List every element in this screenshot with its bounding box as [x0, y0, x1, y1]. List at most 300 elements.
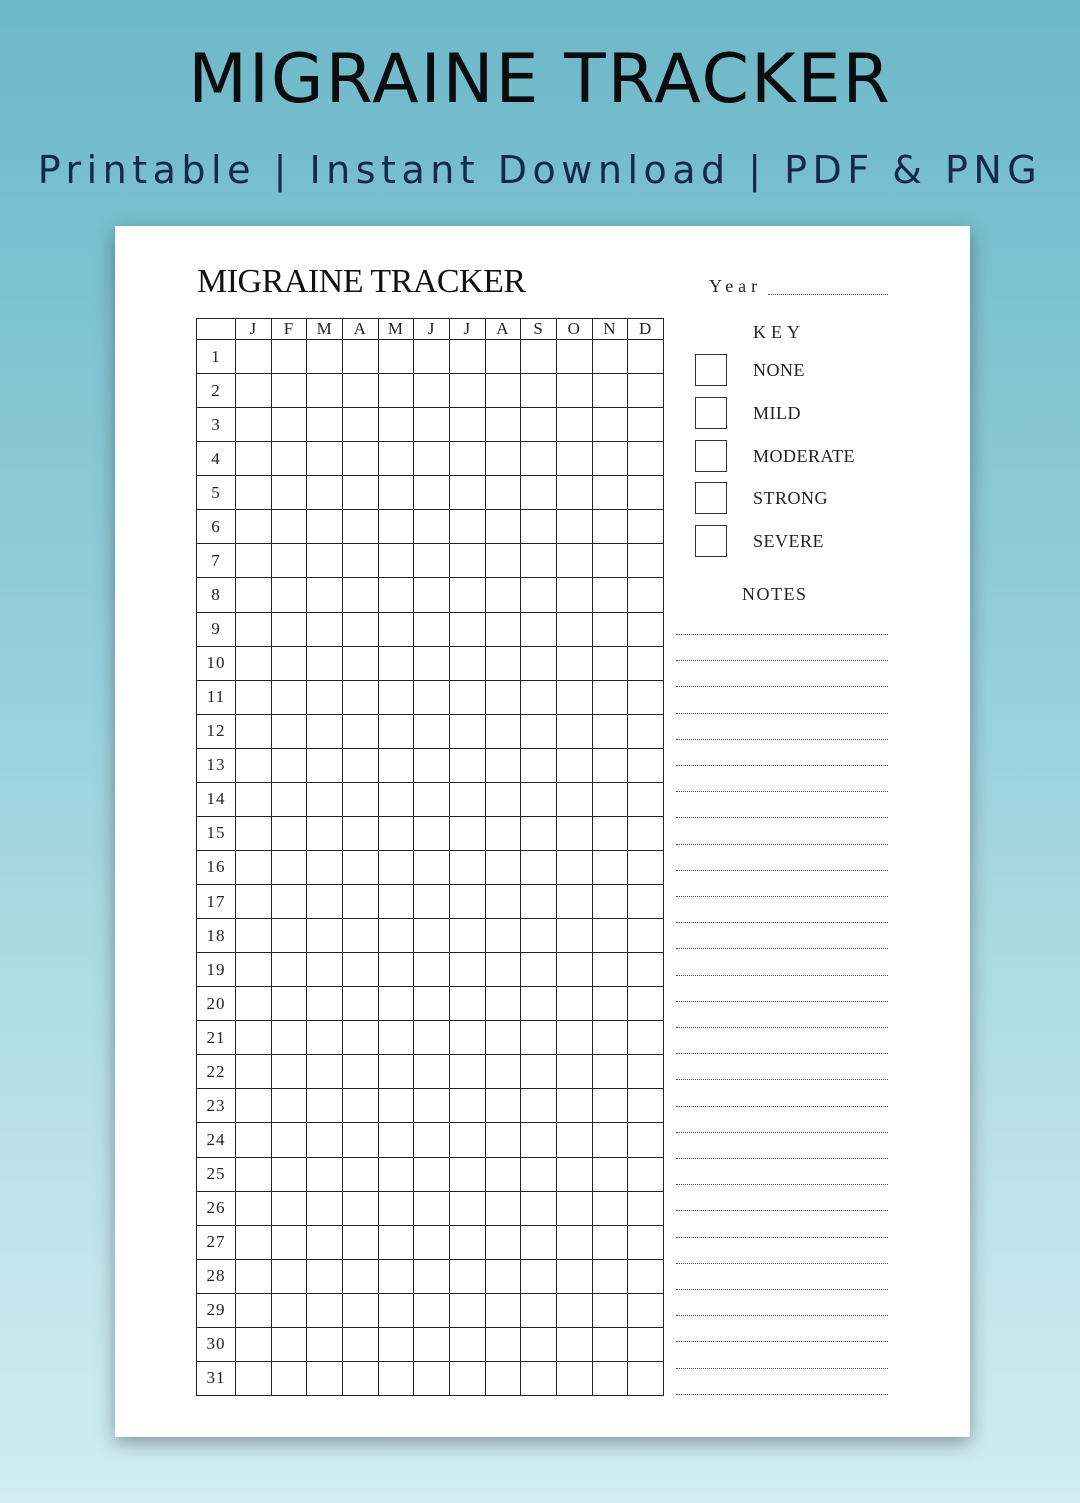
- tracker-cell[interactable]: [307, 885, 343, 919]
- tracker-cell[interactable]: [628, 1089, 664, 1123]
- tracker-cell[interactable]: [628, 646, 664, 680]
- tracker-cell[interactable]: [521, 919, 557, 953]
- tracker-cell[interactable]: [236, 987, 272, 1021]
- tracker-cell[interactable]: [592, 1055, 628, 1089]
- tracker-cell[interactable]: [307, 578, 343, 612]
- tracker-cell[interactable]: [521, 680, 557, 714]
- tracker-cell[interactable]: [236, 612, 272, 646]
- tracker-cell[interactable]: [342, 885, 378, 919]
- notes-line[interactable]: [676, 686, 888, 687]
- tracker-cell[interactable]: [628, 1157, 664, 1191]
- notes-line[interactable]: [676, 870, 888, 871]
- tracker-cell[interactable]: [521, 1157, 557, 1191]
- tracker-cell[interactable]: [556, 1089, 592, 1123]
- tracker-cell[interactable]: [307, 850, 343, 884]
- notes-line[interactable]: [676, 1106, 888, 1107]
- tracker-cell[interactable]: [521, 510, 557, 544]
- tracker-cell[interactable]: [271, 1293, 307, 1327]
- tracker-cell[interactable]: [556, 340, 592, 374]
- tracker-cell[interactable]: [236, 714, 272, 748]
- tracker-cell[interactable]: [485, 1157, 521, 1191]
- tracker-cell[interactable]: [342, 953, 378, 987]
- tracker-cell[interactable]: [236, 374, 272, 408]
- tracker-cell[interactable]: [592, 680, 628, 714]
- tracker-cell[interactable]: [628, 612, 664, 646]
- tracker-cell[interactable]: [414, 1123, 450, 1157]
- tracker-cell[interactable]: [449, 1225, 485, 1259]
- tracker-cell[interactable]: [449, 646, 485, 680]
- tracker-cell[interactable]: [236, 340, 272, 374]
- tracker-cell[interactable]: [449, 578, 485, 612]
- tracker-cell[interactable]: [271, 987, 307, 1021]
- tracker-cell[interactable]: [556, 1259, 592, 1293]
- tracker-cell[interactable]: [556, 1327, 592, 1361]
- tracker-cell[interactable]: [342, 1191, 378, 1225]
- tracker-cell[interactable]: [628, 919, 664, 953]
- tracker-cell[interactable]: [556, 510, 592, 544]
- tracker-cell[interactable]: [449, 340, 485, 374]
- tracker-cell[interactable]: [414, 1259, 450, 1293]
- tracker-cell[interactable]: [271, 1055, 307, 1089]
- tracker-cell[interactable]: [485, 1055, 521, 1089]
- tracker-cell[interactable]: [342, 782, 378, 816]
- tracker-cell[interactable]: [236, 1259, 272, 1293]
- tracker-cell[interactable]: [592, 816, 628, 850]
- tracker-cell[interactable]: [378, 476, 414, 510]
- year-input-line[interactable]: [768, 294, 888, 295]
- tracker-cell[interactable]: [236, 442, 272, 476]
- tracker-cell[interactable]: [236, 510, 272, 544]
- tracker-cell[interactable]: [485, 987, 521, 1021]
- tracker-cell[interactable]: [485, 340, 521, 374]
- tracker-cell[interactable]: [628, 1055, 664, 1089]
- tracker-cell[interactable]: [485, 408, 521, 442]
- tracker-cell[interactable]: [592, 612, 628, 646]
- tracker-cell[interactable]: [485, 953, 521, 987]
- tracker-cell[interactable]: [414, 612, 450, 646]
- tracker-cell[interactable]: [449, 782, 485, 816]
- tracker-cell[interactable]: [414, 476, 450, 510]
- tracker-cell[interactable]: [271, 510, 307, 544]
- tracker-cell[interactable]: [307, 1157, 343, 1191]
- tracker-cell[interactable]: [342, 1055, 378, 1089]
- tracker-cell[interactable]: [307, 374, 343, 408]
- tracker-cell[interactable]: [378, 782, 414, 816]
- tracker-cell[interactable]: [521, 1123, 557, 1157]
- notes-line[interactable]: [676, 1263, 888, 1264]
- tracker-cell[interactable]: [628, 1293, 664, 1327]
- tracker-cell[interactable]: [307, 544, 343, 578]
- tracker-cell[interactable]: [628, 816, 664, 850]
- tracker-cell[interactable]: [485, 1021, 521, 1055]
- tracker-cell[interactable]: [236, 748, 272, 782]
- tracker-cell[interactable]: [236, 953, 272, 987]
- tracker-cell[interactable]: [342, 1327, 378, 1361]
- key-checkbox[interactable]: [695, 354, 727, 386]
- tracker-cell[interactable]: [378, 919, 414, 953]
- tracker-cell[interactable]: [342, 340, 378, 374]
- tracker-cell[interactable]: [449, 987, 485, 1021]
- tracker-cell[interactable]: [271, 442, 307, 476]
- tracker-cell[interactable]: [485, 612, 521, 646]
- tracker-cell[interactable]: [556, 748, 592, 782]
- tracker-cell[interactable]: [378, 374, 414, 408]
- tracker-cell[interactable]: [271, 408, 307, 442]
- notes-line[interactable]: [676, 922, 888, 923]
- tracker-cell[interactable]: [378, 680, 414, 714]
- tracker-cell[interactable]: [485, 1089, 521, 1123]
- tracker-cell[interactable]: [414, 816, 450, 850]
- tracker-cell[interactable]: [378, 646, 414, 680]
- tracker-cell[interactable]: [592, 1123, 628, 1157]
- tracker-cell[interactable]: [556, 680, 592, 714]
- tracker-cell[interactable]: [414, 510, 450, 544]
- tracker-cell[interactable]: [271, 850, 307, 884]
- notes-line[interactable]: [676, 791, 888, 792]
- notes-line[interactable]: [676, 1368, 888, 1369]
- tracker-cell[interactable]: [271, 544, 307, 578]
- tracker-cell[interactable]: [271, 680, 307, 714]
- tracker-cell[interactable]: [307, 340, 343, 374]
- tracker-cell[interactable]: [271, 1327, 307, 1361]
- tracker-cell[interactable]: [271, 714, 307, 748]
- tracker-cell[interactable]: [307, 714, 343, 748]
- tracker-cell[interactable]: [556, 850, 592, 884]
- tracker-cell[interactable]: [556, 782, 592, 816]
- tracker-cell[interactable]: [485, 578, 521, 612]
- tracker-cell[interactable]: [307, 646, 343, 680]
- tracker-cell[interactable]: [307, 1123, 343, 1157]
- tracker-cell[interactable]: [592, 1327, 628, 1361]
- tracker-cell[interactable]: [628, 1123, 664, 1157]
- tracker-cell[interactable]: [236, 578, 272, 612]
- tracker-cell[interactable]: [236, 680, 272, 714]
- tracker-cell[interactable]: [556, 1157, 592, 1191]
- tracker-cell[interactable]: [521, 1055, 557, 1089]
- tracker-cell[interactable]: [449, 1055, 485, 1089]
- tracker-cell[interactable]: [592, 646, 628, 680]
- tracker-cell[interactable]: [592, 510, 628, 544]
- tracker-cell[interactable]: [414, 1021, 450, 1055]
- tracker-cell[interactable]: [271, 1089, 307, 1123]
- tracker-cell[interactable]: [378, 1123, 414, 1157]
- tracker-cell[interactable]: [307, 442, 343, 476]
- tracker-cell[interactable]: [592, 748, 628, 782]
- tracker-cell[interactable]: [236, 408, 272, 442]
- tracker-cell[interactable]: [307, 1361, 343, 1395]
- tracker-cell[interactable]: [378, 714, 414, 748]
- tracker-cell[interactable]: [592, 1225, 628, 1259]
- tracker-cell[interactable]: [592, 442, 628, 476]
- tracker-cell[interactable]: [271, 748, 307, 782]
- tracker-cell[interactable]: [271, 1021, 307, 1055]
- tracker-cell[interactable]: [307, 987, 343, 1021]
- tracker-cell[interactable]: [521, 748, 557, 782]
- tracker-cell[interactable]: [307, 953, 343, 987]
- tracker-cell[interactable]: [628, 748, 664, 782]
- tracker-cell[interactable]: [628, 782, 664, 816]
- tracker-cell[interactable]: [307, 408, 343, 442]
- tracker-cell[interactable]: [271, 1259, 307, 1293]
- tracker-cell[interactable]: [271, 578, 307, 612]
- tracker-cell[interactable]: [628, 510, 664, 544]
- tracker-cell[interactable]: [556, 1123, 592, 1157]
- tracker-cell[interactable]: [556, 1021, 592, 1055]
- tracker-cell[interactable]: [236, 850, 272, 884]
- tracker-cell[interactable]: [449, 850, 485, 884]
- tracker-cell[interactable]: [271, 374, 307, 408]
- tracker-cell[interactable]: [485, 510, 521, 544]
- tracker-cell[interactable]: [414, 1191, 450, 1225]
- tracker-cell[interactable]: [449, 1327, 485, 1361]
- tracker-cell[interactable]: [628, 1225, 664, 1259]
- tracker-cell[interactable]: [592, 1157, 628, 1191]
- tracker-cell[interactable]: [414, 987, 450, 1021]
- notes-line[interactable]: [676, 1315, 888, 1316]
- notes-line[interactable]: [676, 1158, 888, 1159]
- tracker-cell[interactable]: [378, 987, 414, 1021]
- tracker-cell[interactable]: [342, 1089, 378, 1123]
- tracker-cell[interactable]: [271, 340, 307, 374]
- tracker-cell[interactable]: [485, 714, 521, 748]
- tracker-cell[interactable]: [307, 1089, 343, 1123]
- tracker-cell[interactable]: [592, 1259, 628, 1293]
- tracker-cell[interactable]: [449, 953, 485, 987]
- notes-line[interactable]: [676, 660, 888, 661]
- tracker-cell[interactable]: [378, 1259, 414, 1293]
- tracker-cell[interactable]: [628, 408, 664, 442]
- tracker-cell[interactable]: [414, 782, 450, 816]
- tracker-cell[interactable]: [414, 850, 450, 884]
- tracker-cell[interactable]: [271, 885, 307, 919]
- tracker-cell[interactable]: [236, 1191, 272, 1225]
- tracker-cell[interactable]: [521, 578, 557, 612]
- tracker-cell[interactable]: [236, 1089, 272, 1123]
- tracker-cell[interactable]: [592, 953, 628, 987]
- tracker-cell[interactable]: [378, 953, 414, 987]
- tracker-cell[interactable]: [521, 782, 557, 816]
- tracker-cell[interactable]: [592, 850, 628, 884]
- tracker-cell[interactable]: [271, 919, 307, 953]
- tracker-cell[interactable]: [592, 919, 628, 953]
- tracker-cell[interactable]: [414, 680, 450, 714]
- tracker-cell[interactable]: [342, 374, 378, 408]
- tracker-cell[interactable]: [342, 408, 378, 442]
- tracker-cell[interactable]: [236, 1157, 272, 1191]
- tracker-cell[interactable]: [556, 816, 592, 850]
- tracker-cell[interactable]: [271, 1225, 307, 1259]
- tracker-cell[interactable]: [414, 919, 450, 953]
- tracker-cell[interactable]: [521, 714, 557, 748]
- tracker-cell[interactable]: [592, 340, 628, 374]
- tracker-cell[interactable]: [378, 1055, 414, 1089]
- tracker-cell[interactable]: [449, 885, 485, 919]
- tracker-cell[interactable]: [342, 1225, 378, 1259]
- tracker-cell[interactable]: [414, 646, 450, 680]
- tracker-cell[interactable]: [449, 1157, 485, 1191]
- tracker-cell[interactable]: [449, 816, 485, 850]
- tracker-cell[interactable]: [307, 1259, 343, 1293]
- tracker-cell[interactable]: [449, 374, 485, 408]
- tracker-cell[interactable]: [449, 1089, 485, 1123]
- tracker-cell[interactable]: [556, 1225, 592, 1259]
- tracker-cell[interactable]: [628, 340, 664, 374]
- tracker-cell[interactable]: [592, 1361, 628, 1395]
- tracker-cell[interactable]: [485, 850, 521, 884]
- tracker-cell[interactable]: [414, 1327, 450, 1361]
- tracker-cell[interactable]: [592, 1089, 628, 1123]
- tracker-cell[interactable]: [307, 1021, 343, 1055]
- notes-line[interactable]: [676, 713, 888, 714]
- tracker-cell[interactable]: [449, 442, 485, 476]
- tracker-cell[interactable]: [521, 442, 557, 476]
- tracker-cell[interactable]: [521, 1021, 557, 1055]
- tracker-cell[interactable]: [556, 919, 592, 953]
- tracker-cell[interactable]: [521, 816, 557, 850]
- tracker-cell[interactable]: [307, 1191, 343, 1225]
- tracker-cell[interactable]: [449, 476, 485, 510]
- tracker-cell[interactable]: [342, 1021, 378, 1055]
- tracker-cell[interactable]: [342, 748, 378, 782]
- tracker-cell[interactable]: [485, 476, 521, 510]
- tracker-cell[interactable]: [307, 612, 343, 646]
- tracker-cell[interactable]: [628, 442, 664, 476]
- tracker-cell[interactable]: [342, 919, 378, 953]
- tracker-cell[interactable]: [236, 544, 272, 578]
- notes-line[interactable]: [676, 1237, 888, 1238]
- tracker-cell[interactable]: [342, 816, 378, 850]
- tracker-cell[interactable]: [521, 953, 557, 987]
- tracker-cell[interactable]: [628, 850, 664, 884]
- tracker-cell[interactable]: [485, 1123, 521, 1157]
- tracker-cell[interactable]: [521, 1293, 557, 1327]
- tracker-cell[interactable]: [342, 1361, 378, 1395]
- tracker-cell[interactable]: [521, 612, 557, 646]
- tracker-cell[interactable]: [592, 987, 628, 1021]
- tracker-cell[interactable]: [521, 1225, 557, 1259]
- tracker-cell[interactable]: [378, 408, 414, 442]
- tracker-cell[interactable]: [342, 714, 378, 748]
- tracker-cell[interactable]: [378, 442, 414, 476]
- tracker-cell[interactable]: [449, 1021, 485, 1055]
- notes-line[interactable]: [676, 844, 888, 845]
- tracker-cell[interactable]: [449, 612, 485, 646]
- tracker-cell[interactable]: [271, 816, 307, 850]
- tracker-cell[interactable]: [592, 476, 628, 510]
- tracker-cell[interactable]: [378, 1157, 414, 1191]
- tracker-cell[interactable]: [628, 476, 664, 510]
- tracker-cell[interactable]: [307, 476, 343, 510]
- tracker-cell[interactable]: [378, 1191, 414, 1225]
- tracker-cell[interactable]: [521, 544, 557, 578]
- tracker-cell[interactable]: [307, 919, 343, 953]
- tracker-cell[interactable]: [378, 612, 414, 646]
- notes-line[interactable]: [676, 765, 888, 766]
- tracker-cell[interactable]: [628, 544, 664, 578]
- tracker-cell[interactable]: [236, 1361, 272, 1395]
- tracker-cell[interactable]: [414, 748, 450, 782]
- tracker-cell[interactable]: [378, 544, 414, 578]
- tracker-cell[interactable]: [378, 748, 414, 782]
- tracker-cell[interactable]: [628, 953, 664, 987]
- tracker-cell[interactable]: [378, 510, 414, 544]
- tracker-cell[interactable]: [556, 544, 592, 578]
- tracker-cell[interactable]: [592, 578, 628, 612]
- tracker-cell[interactable]: [271, 1191, 307, 1225]
- tracker-cell[interactable]: [307, 1225, 343, 1259]
- tracker-cell[interactable]: [236, 1293, 272, 1327]
- tracker-cell[interactable]: [414, 442, 450, 476]
- tracker-cell[interactable]: [236, 1055, 272, 1089]
- tracker-cell[interactable]: [414, 714, 450, 748]
- key-checkbox[interactable]: [695, 482, 727, 514]
- tracker-cell[interactable]: [521, 1327, 557, 1361]
- tracker-cell[interactable]: [271, 782, 307, 816]
- tracker-cell[interactable]: [485, 1225, 521, 1259]
- notes-line[interactable]: [676, 1079, 888, 1080]
- tracker-cell[interactable]: [236, 816, 272, 850]
- tracker-cell[interactable]: [592, 408, 628, 442]
- notes-line[interactable]: [676, 817, 888, 818]
- tracker-cell[interactable]: [628, 1361, 664, 1395]
- key-checkbox[interactable]: [695, 525, 727, 557]
- tracker-cell[interactable]: [628, 1259, 664, 1293]
- tracker-cell[interactable]: [556, 1293, 592, 1327]
- tracker-cell[interactable]: [378, 1293, 414, 1327]
- tracker-cell[interactable]: [628, 374, 664, 408]
- tracker-cell[interactable]: [307, 816, 343, 850]
- tracker-cell[interactable]: [521, 646, 557, 680]
- tracker-cell[interactable]: [556, 714, 592, 748]
- tracker-cell[interactable]: [556, 885, 592, 919]
- tracker-cell[interactable]: [485, 374, 521, 408]
- tracker-cell[interactable]: [485, 442, 521, 476]
- tracker-cell[interactable]: [307, 510, 343, 544]
- tracker-cell[interactable]: [521, 340, 557, 374]
- notes-line[interactable]: [676, 1289, 888, 1290]
- tracker-cell[interactable]: [592, 1021, 628, 1055]
- tracker-cell[interactable]: [414, 1361, 450, 1395]
- tracker-cell[interactable]: [592, 714, 628, 748]
- tracker-cell[interactable]: [271, 476, 307, 510]
- tracker-cell[interactable]: [342, 1293, 378, 1327]
- tracker-cell[interactable]: [342, 612, 378, 646]
- tracker-cell[interactable]: [449, 510, 485, 544]
- tracker-cell[interactable]: [449, 1259, 485, 1293]
- tracker-cell[interactable]: [485, 919, 521, 953]
- tracker-cell[interactable]: [236, 885, 272, 919]
- key-checkbox[interactable]: [695, 440, 727, 472]
- notes-line[interactable]: [676, 1341, 888, 1342]
- notes-line[interactable]: [676, 739, 888, 740]
- tracker-cell[interactable]: [271, 1123, 307, 1157]
- tracker-cell[interactable]: [592, 544, 628, 578]
- tracker-cell[interactable]: [378, 1225, 414, 1259]
- tracker-cell[interactable]: [342, 476, 378, 510]
- tracker-cell[interactable]: [236, 1021, 272, 1055]
- tracker-cell[interactable]: [342, 987, 378, 1021]
- tracker-cell[interactable]: [236, 1123, 272, 1157]
- tracker-cell[interactable]: [556, 646, 592, 680]
- tracker-cell[interactable]: [485, 748, 521, 782]
- notes-line[interactable]: [676, 948, 888, 949]
- tracker-cell[interactable]: [342, 578, 378, 612]
- tracker-cell[interactable]: [485, 1259, 521, 1293]
- tracker-cell[interactable]: [414, 374, 450, 408]
- notes-line[interactable]: [676, 634, 888, 635]
- tracker-cell[interactable]: [556, 578, 592, 612]
- notes-line[interactable]: [676, 1053, 888, 1054]
